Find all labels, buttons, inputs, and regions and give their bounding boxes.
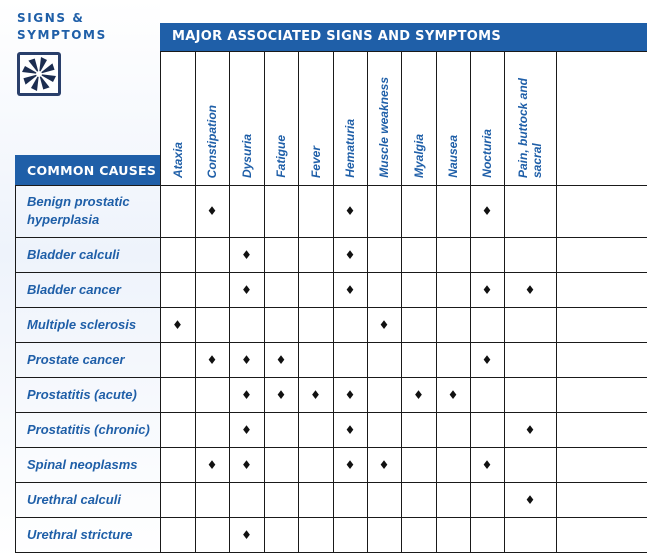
row-header: Urethral calculi bbox=[27, 491, 121, 507]
grid-col-line bbox=[264, 51, 265, 552]
diamond-mark: ♦ bbox=[524, 282, 536, 297]
diamond-mark: ♦ bbox=[206, 457, 218, 472]
diamond-mark: ♦ bbox=[241, 352, 252, 367]
grid-col-line bbox=[504, 51, 505, 552]
row-header: Bladder cancer bbox=[27, 281, 121, 297]
column-header-fever: Fever bbox=[308, 145, 323, 178]
column-header-myalgia: Myalgia bbox=[411, 133, 426, 178]
column-header-pain-buttock-and-sacral: Pain, buttock and sacral bbox=[516, 77, 544, 178]
diamond-mark: ♦ bbox=[172, 317, 183, 332]
grid-col-line bbox=[436, 51, 437, 552]
signs-header-bar bbox=[160, 23, 647, 51]
grid-row-line bbox=[15, 377, 647, 378]
diamond-mark: ♦ bbox=[378, 317, 390, 332]
row-header: Prostate cancer bbox=[27, 351, 125, 367]
grid-row-line bbox=[15, 307, 647, 308]
grid-row-line bbox=[160, 51, 647, 52]
column-header-nocturia: Nocturia bbox=[480, 129, 494, 178]
grid-row-line bbox=[15, 552, 647, 553]
grid-row-line bbox=[15, 185, 647, 186]
diamond-mark: ♦ bbox=[241, 247, 252, 262]
row-header: Bladder calculi bbox=[27, 246, 120, 262]
signs-header-title: MAJOR ASSOCIATED SIGNS AND SYMPTOMS bbox=[172, 29, 502, 44]
diamond-mark: ♦ bbox=[481, 457, 493, 472]
column-header-ataxia: Ataxia bbox=[170, 141, 185, 178]
diamond-mark: ♦ bbox=[344, 387, 356, 402]
column-header-nausea: Nausea bbox=[446, 135, 460, 178]
diamond-mark: ♦ bbox=[241, 422, 252, 437]
diamond-mark: ♦ bbox=[206, 352, 218, 367]
section-title: SIGNS & SYMPTOMS bbox=[17, 11, 107, 42]
grid-col-line bbox=[333, 51, 334, 552]
grid-row-line bbox=[15, 342, 647, 343]
grid-col-line bbox=[298, 51, 299, 552]
diamond-mark: ♦ bbox=[275, 352, 287, 367]
grid-col-line bbox=[556, 51, 557, 552]
row-header: Urethral stricture bbox=[27, 526, 133, 542]
diamond-mark: ♦ bbox=[241, 387, 252, 402]
grid-row-line bbox=[15, 447, 647, 448]
diamond-mark: ♦ bbox=[275, 387, 287, 402]
pinwheel-icon bbox=[17, 52, 61, 96]
diamond-mark: ♦ bbox=[344, 282, 356, 297]
diamond-mark: ♦ bbox=[481, 204, 493, 218]
diamond-mark: ♦ bbox=[481, 282, 493, 297]
causes-header-bar bbox=[15, 155, 160, 185]
diamond-mark: ♦ bbox=[378, 457, 390, 472]
grid-row-line bbox=[15, 517, 647, 518]
grid-col-line bbox=[15, 185, 16, 552]
column-header-muscle-weakness: Muscle weakness bbox=[377, 77, 391, 178]
diamond-mark: ♦ bbox=[241, 457, 252, 472]
grid-col-line bbox=[401, 51, 402, 552]
grid-row-line bbox=[15, 272, 647, 273]
column-header-fatigue: Fatigue bbox=[274, 135, 288, 178]
grid-col-line bbox=[195, 51, 196, 552]
diamond-mark: ♦ bbox=[344, 247, 356, 262]
grid-col-line bbox=[367, 51, 368, 552]
diamond-mark: ♦ bbox=[241, 527, 252, 542]
diamond-mark: ♦ bbox=[344, 457, 356, 472]
row-header: Multiple sclerosis bbox=[27, 316, 137, 332]
grid-col-line bbox=[160, 51, 161, 552]
grid-row-line bbox=[15, 482, 647, 483]
column-header-hematuria: Hematuria bbox=[343, 119, 357, 178]
column-header-constipation: Constipation bbox=[205, 104, 219, 178]
diamond-mark: ♦ bbox=[524, 492, 536, 507]
row-header: Benign prostatic hyperplasia bbox=[27, 194, 130, 227]
diamond-mark: ♦ bbox=[344, 204, 356, 218]
causes-header-title: COMMON CAUSES bbox=[27, 163, 157, 178]
row-header: Prostatitis (chronic) bbox=[27, 421, 150, 437]
grid-row-line bbox=[15, 237, 647, 238]
diamond-mark: ♦ bbox=[310, 387, 321, 402]
diamond-mark: ♦ bbox=[481, 352, 493, 367]
column-header-dysuria: Dysuria bbox=[239, 133, 254, 178]
diamond-mark: ♦ bbox=[206, 204, 218, 218]
diamond-mark: ♦ bbox=[524, 422, 536, 437]
diamond-mark: ♦ bbox=[344, 422, 356, 437]
grid-col-line bbox=[229, 51, 230, 552]
row-header: Spinal neoplasms bbox=[27, 456, 138, 472]
diamond-mark: ♦ bbox=[241, 282, 252, 297]
diamond-mark: ♦ bbox=[447, 387, 459, 402]
diamond-mark: ♦ bbox=[413, 387, 424, 402]
grid-col-line bbox=[470, 51, 471, 552]
row-header: Prostatitis (acute) bbox=[27, 386, 137, 402]
grid-row-line bbox=[15, 412, 647, 413]
